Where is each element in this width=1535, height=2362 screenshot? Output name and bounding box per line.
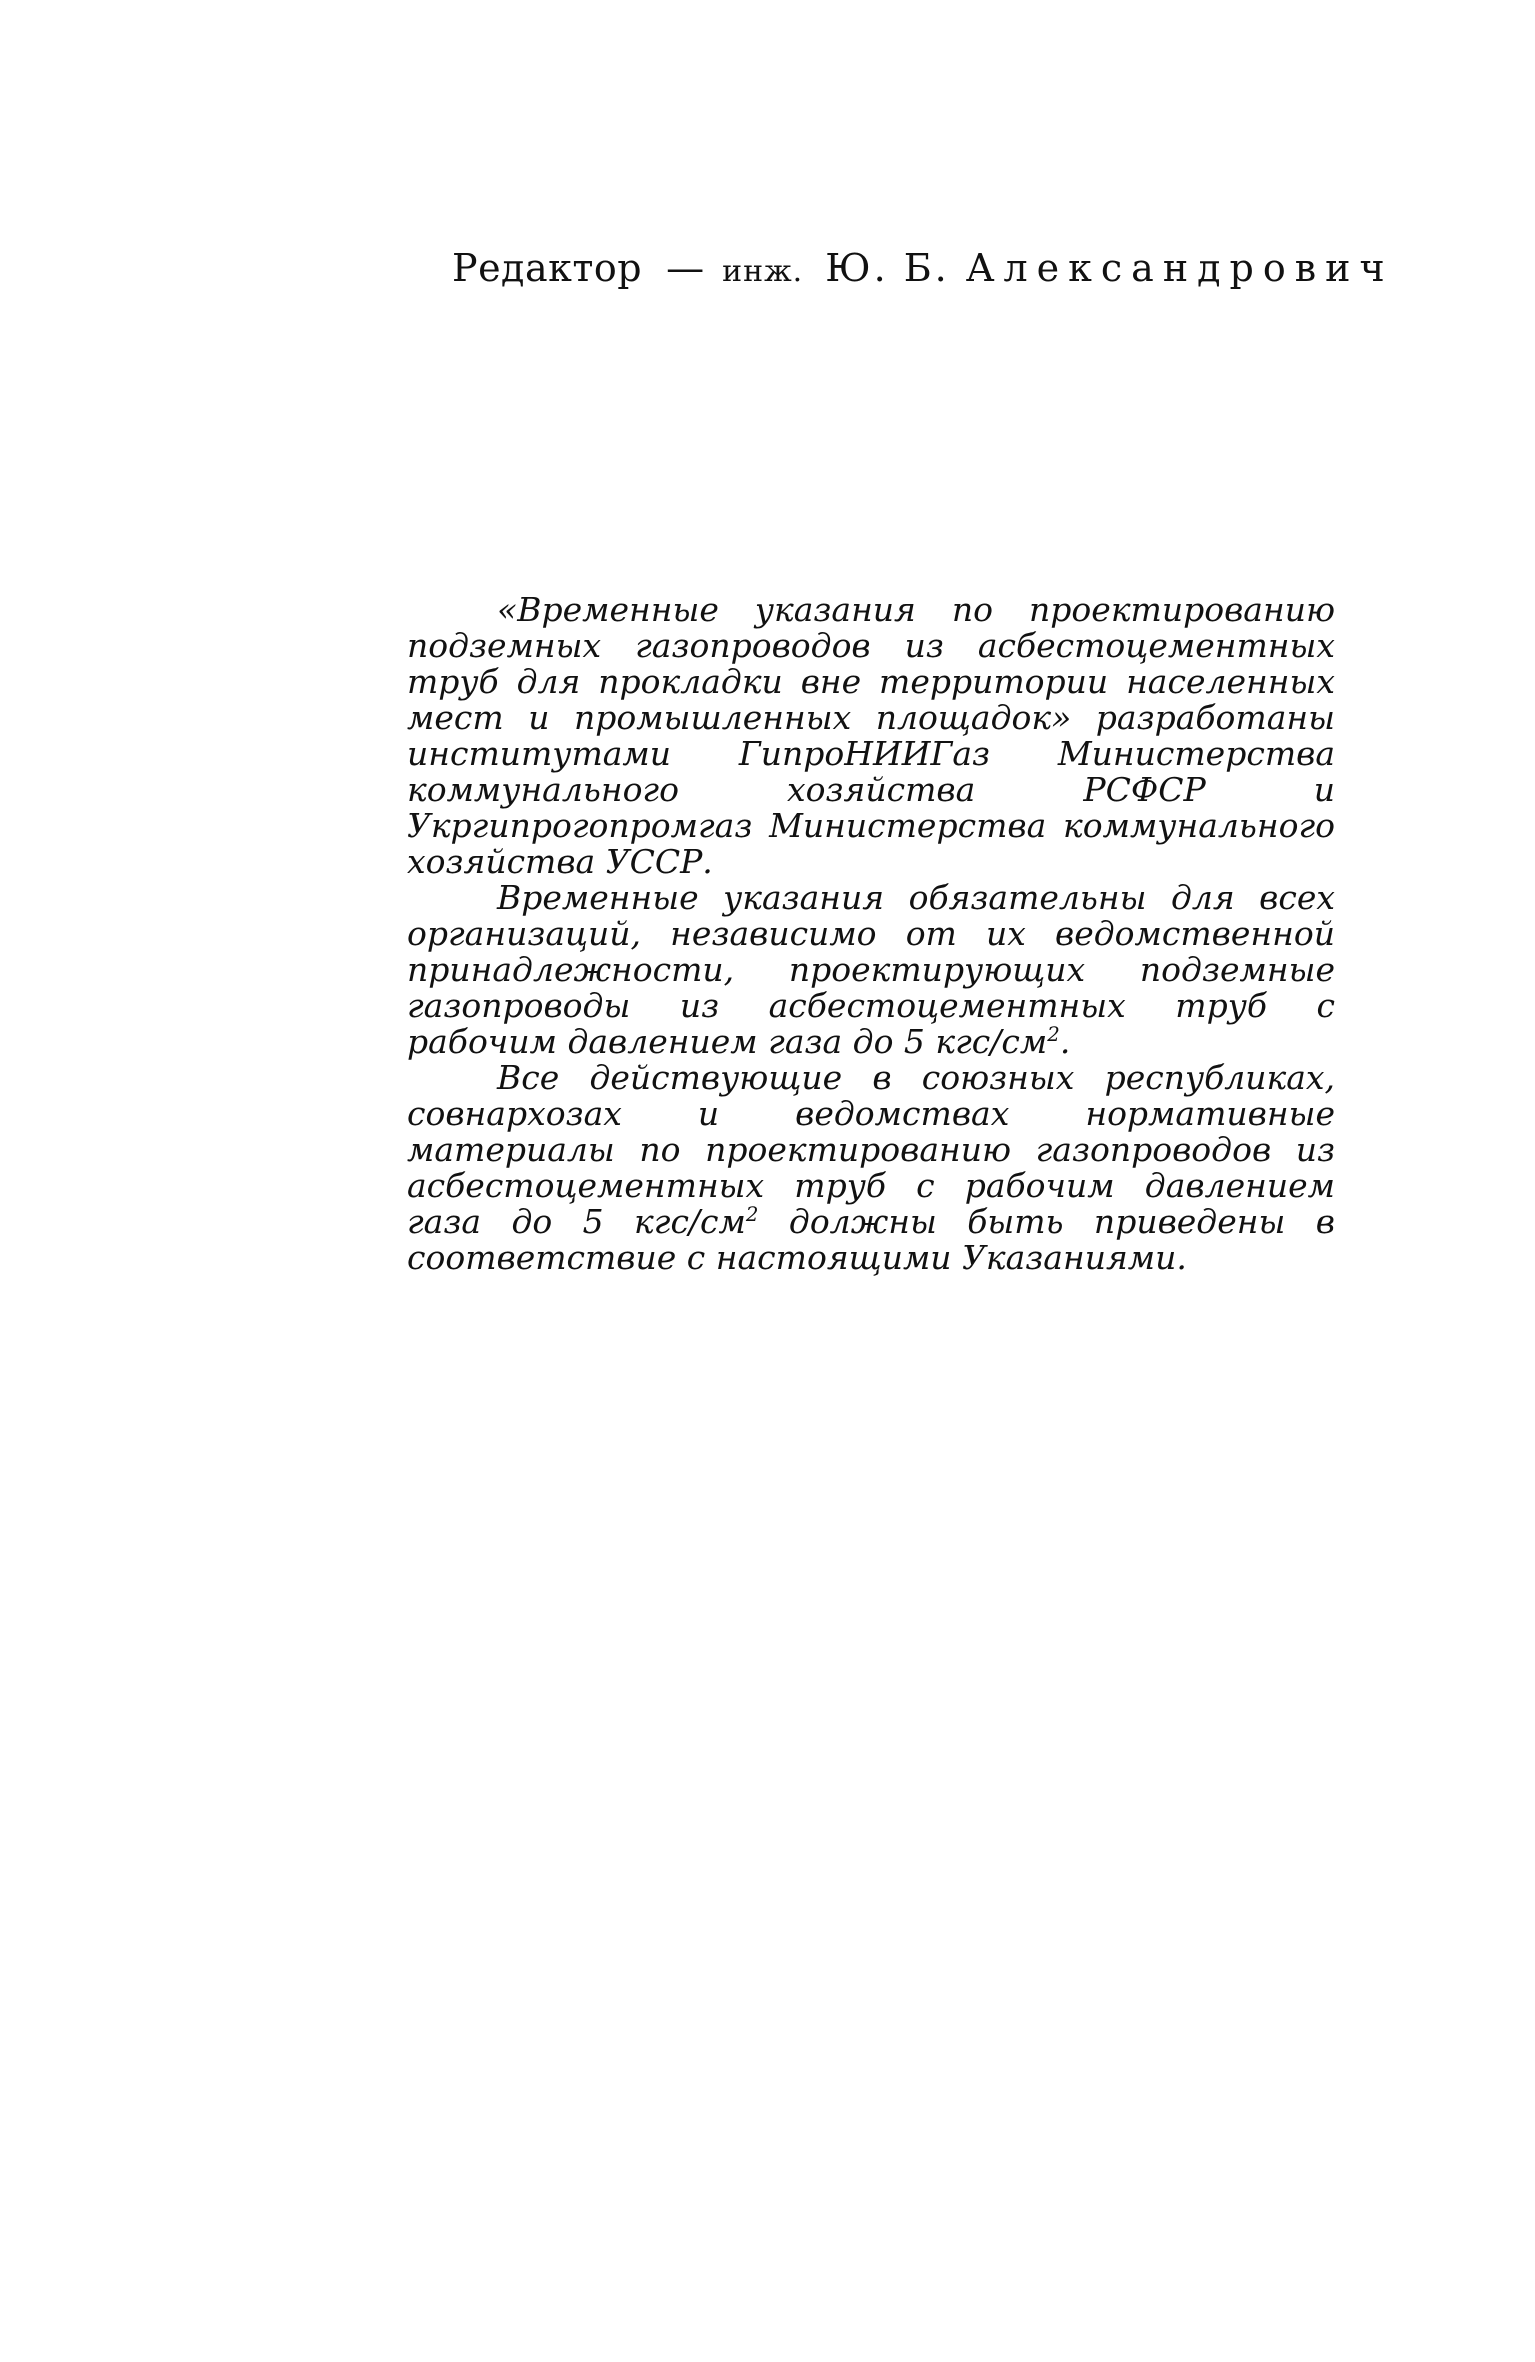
paragraph-authors-text: «Временные указания по проектированию подземных газопроводов из асбестоцементных труб для прокладки вне территории населенных мест и промышленных площадок» разработаны институтами ГипроНИИГаз Министерства коммунального хозяйства РСФСР и Укргипрогопромгаз Министерства коммунального хозяйства УССР. bbox=[407, 590, 1335, 881]
editor-surname: Александрович bbox=[965, 246, 1394, 290]
unit-superscript: 2 bbox=[1047, 1023, 1060, 1046]
editor-initials: Ю. Б. bbox=[825, 246, 950, 290]
paragraph-compliance-text-b: должны быть приведены в соответствие с настоящими Указаниями. bbox=[407, 1202, 1335, 1277]
paragraph-compliance-text-a: Все действующие в союзных республиках, совнархозах и ведомствах нормативные материалы по проектированию газопроводов из асбестоцементных труб с рабочим давлением газа до 5 кгс/см bbox=[407, 1058, 1335, 1241]
paragraph-authors bbox=[407, 592, 1335, 880]
paragraph-scope-text: Временные указания обязательны для всех организаций, независимо от их ведомственной принадлежности, проектирующих подземные газопроводы из асбестоцементных труб с рабочим давлением газа до 5 кгс/см bbox=[407, 878, 1335, 1061]
paragraph-scope bbox=[407, 880, 1335, 1060]
editor-title: инж. bbox=[722, 254, 804, 289]
foreword-text bbox=[407, 592, 1335, 1276]
paragraph-scope-tail: . bbox=[1059, 1022, 1071, 1061]
editor-dash: — bbox=[666, 246, 705, 290]
editor-credit bbox=[452, 238, 1394, 298]
unit-superscript: 2 bbox=[745, 1203, 759, 1226]
paragraph-compliance bbox=[407, 1060, 1335, 1276]
editor-label: Редактор bbox=[452, 246, 643, 290]
